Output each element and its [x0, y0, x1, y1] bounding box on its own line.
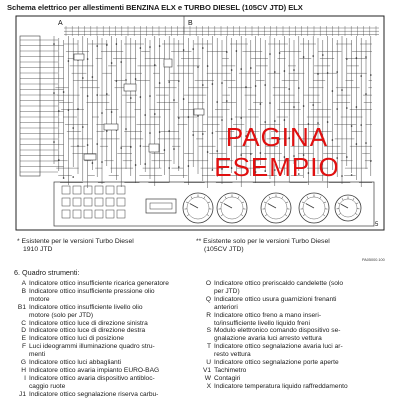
diagram-junction	[231, 69, 233, 71]
legend-text	[29, 359, 197, 367]
legend-text-line: Luci ideogrammi illuminazione quadro stru-	[29, 343, 155, 351]
diagram-junction	[106, 130, 108, 132]
diagram-junction	[140, 96, 142, 98]
diagram-junction	[221, 119, 223, 121]
diagram-junction	[240, 117, 242, 119]
warning-light	[84, 210, 92, 218]
legend-text-line: gnalazione avaria luci arresto vettura	[214, 335, 322, 343]
diagram-junction	[68, 60, 70, 62]
legend-text	[29, 343, 197, 359]
legend-item-q	[203, 296, 391, 312]
legend-text-line: Indicatore ottico luce di direzione sinistra	[29, 319, 148, 327]
diagram-junction	[202, 47, 204, 49]
legend-item-j1	[14, 391, 197, 399]
page-title: Schema elettrico per allestimenti BENZINA ELX e TURBO DIESEL (105CV JTD) ELX	[7, 3, 303, 12]
legend-code: Q	[205, 295, 211, 303]
diagram-junction	[178, 117, 180, 119]
diagram-junction	[269, 53, 271, 55]
footnote-105cv	[196, 238, 386, 255]
legend-left-column	[14, 280, 197, 399]
diagram-junction	[87, 58, 89, 60]
diagram-junction	[72, 176, 74, 178]
diagram-junction	[120, 147, 122, 149]
legend-text-line: motore (solo per JTD)	[29, 311, 94, 319]
diagram-junction	[154, 64, 156, 66]
legend-text	[214, 312, 391, 328]
warning-light	[117, 198, 125, 206]
diagram-junction	[279, 52, 281, 54]
diagram-junction	[216, 101, 218, 103]
diagram-junction	[159, 82, 161, 84]
legend-code: W	[204, 374, 211, 382]
diagram-junction	[58, 110, 60, 112]
diagram-junction	[298, 87, 300, 89]
legend-text-line: caggio ruote	[29, 382, 66, 390]
legend-text	[29, 304, 197, 320]
legend-text	[29, 367, 197, 375]
diagram-junction	[365, 93, 367, 95]
diagram-junction	[226, 100, 228, 102]
legend-item-s	[203, 327, 391, 343]
legend-text-line: menti	[29, 351, 46, 359]
legend-text	[29, 320, 197, 328]
footnote-2-line-2: (105CV JTD)	[204, 246, 244, 254]
legend-code: S	[206, 327, 211, 335]
warning-light	[106, 186, 114, 194]
legend-item-g	[14, 359, 197, 367]
warning-light	[62, 198, 70, 206]
diagram-junction	[312, 104, 314, 106]
legend-text-line: Indicatore ottico preriscaldo candelette (solo	[214, 280, 344, 287]
diagram-junction	[125, 128, 127, 130]
diagram-junction	[68, 109, 70, 111]
diagram-junction	[140, 145, 142, 147]
watermark	[192, 122, 362, 182]
diagram-junction	[346, 107, 348, 109]
frame-label-a: A	[58, 20, 63, 27]
legend-text-line: Indicatore ottico segnalazione porte aperte	[214, 359, 339, 367]
diagram-junction	[159, 131, 161, 133]
diagram-junction	[317, 73, 319, 75]
legend-text	[29, 288, 197, 304]
legend-code: V1	[203, 366, 212, 374]
diagram-junction	[111, 111, 113, 113]
diagram-junction	[226, 51, 228, 53]
reference-code: PA05000.100	[362, 258, 385, 262]
legend-item-b1	[14, 304, 197, 320]
diagram-junction	[77, 145, 79, 147]
diagram-junction	[284, 70, 286, 72]
diagram-junction	[120, 61, 122, 63]
legend-text-line: Indicatore ottico usura guarnizioni frenanti	[214, 295, 337, 303]
legend-text-line: Indicatore ottico avaria dispositivo antibloc-	[29, 374, 155, 382]
legend-text-line: Indicatore ottico luci di posizione	[29, 335, 124, 343]
diagram-junction	[274, 71, 276, 73]
legend-text	[29, 375, 197, 391]
legend-text-line: Indicatore ottico insufficiente ricarica generatore	[29, 280, 169, 287]
diagram-junction	[144, 163, 146, 165]
legend-text-line: Indicatore ottico luci abbaglianti	[29, 359, 122, 367]
diagram-junction	[111, 62, 113, 64]
diagram-junction	[159, 45, 161, 47]
legend-text-line: anteriori	[214, 303, 238, 311]
diagram-junction	[178, 80, 180, 82]
diagram-junction	[164, 149, 166, 151]
diagram-component	[104, 124, 118, 130]
diagram-junction	[183, 98, 185, 100]
legend-text-line: Indicatore ottico segnalazione riserva carbu-	[29, 390, 159, 398]
frame-label-b: B	[188, 20, 193, 27]
diagram-junction	[346, 58, 348, 60]
diagram-junction	[168, 130, 170, 132]
legend-code: O	[205, 280, 211, 287]
legend-item-c	[14, 320, 197, 328]
legend-code: B1	[17, 303, 26, 311]
warning-light	[106, 210, 114, 218]
diagram-component	[149, 144, 159, 152]
legend-text	[214, 327, 391, 343]
diagram-corner-number: 5	[375, 222, 379, 228]
legend-code: I	[24, 374, 26, 382]
legend-item-o	[203, 280, 391, 296]
diagram-component	[164, 59, 172, 67]
warning-light	[117, 210, 125, 218]
diagram-junction	[135, 78, 137, 80]
diagram-junction	[130, 146, 132, 148]
diagram-junction	[82, 77, 84, 79]
diagram-junction	[149, 95, 151, 97]
legend-code: H	[21, 366, 26, 374]
diagram-component	[84, 154, 96, 160]
legend-text	[214, 383, 391, 391]
footnote-1-line-2: 1910 JTD	[23, 246, 53, 254]
diagram-junction	[168, 167, 170, 169]
footnote-2-line-1: ** Esistente solo per le versioni Turbo Diesel	[196, 238, 330, 245]
diagram-junction	[365, 142, 367, 144]
legend-text	[29, 280, 197, 288]
diagram-junction	[130, 97, 132, 99]
diagram-junction	[53, 92, 55, 94]
diagram-junction	[92, 76, 94, 78]
diagram-junction	[207, 65, 209, 67]
diagram-junction	[101, 112, 103, 114]
diagram-junction	[236, 50, 238, 52]
diagram-junction	[87, 95, 89, 97]
diagram-junction	[106, 44, 108, 46]
warning-light	[62, 186, 70, 194]
diagram-junction	[168, 81, 170, 83]
legend-text	[214, 280, 391, 296]
warning-light	[73, 186, 81, 194]
legend-text-line: Tachimetro	[214, 366, 247, 374]
legend-code: J1	[19, 390, 26, 398]
diagram-junction	[53, 141, 55, 143]
legend-code: F	[21, 343, 26, 351]
legend-item-f	[14, 343, 197, 359]
diagram-junction	[87, 144, 89, 146]
legend-item-v1	[203, 367, 391, 375]
legend-text-line: Indicatore ottico freno a mano inseri-	[214, 311, 322, 319]
legend-text-line: Indicatore ottico segnalazione avaria luci ar-	[214, 343, 343, 351]
section-title: 6. Quadro strumenti:	[14, 268, 80, 277]
diagram-junction	[341, 89, 343, 91]
diagram-junction	[173, 148, 175, 150]
diagram-junction	[212, 83, 214, 85]
legend-text-line: to/insufficiente livello liquido freni	[214, 319, 310, 327]
legend-code: X	[206, 382, 211, 390]
diagram-junction	[288, 88, 290, 90]
diagram-junction	[144, 114, 146, 116]
diagram-junction	[260, 103, 262, 105]
display-module	[146, 199, 176, 213]
diagram-junction	[135, 164, 137, 166]
legend-text-line: Indicatore ottico insufficiente livello olio	[29, 303, 143, 311]
diagram-junction	[101, 161, 103, 163]
legend-text	[214, 367, 391, 375]
diagram-junction	[202, 84, 204, 86]
legend-item-u	[203, 359, 391, 367]
diagram-junction	[173, 99, 175, 101]
legend-text	[214, 375, 391, 383]
diagram-junction	[154, 113, 156, 115]
legend-code: C	[21, 319, 26, 327]
diagram-junction	[183, 49, 185, 51]
diagram-junction	[188, 116, 190, 118]
warning-light	[95, 210, 103, 218]
diagram-junction	[356, 106, 358, 108]
diagram-junction	[53, 43, 55, 45]
diagram-junction	[197, 66, 199, 68]
diagram-junction	[284, 119, 286, 121]
diagram-junction	[82, 126, 84, 128]
legend-code: E	[21, 335, 26, 343]
diagram-junction	[92, 162, 94, 164]
warning-light	[84, 198, 92, 206]
warning-light	[106, 198, 114, 206]
diagram-junction	[116, 43, 118, 45]
legend-item-i	[14, 375, 197, 391]
legend-code: R	[206, 311, 211, 319]
watermark-line-1: PAGINA	[225, 122, 329, 152]
warning-light	[73, 198, 81, 206]
diagram-junction	[360, 75, 362, 77]
legend-text-line: Contagiri	[214, 374, 241, 382]
footnote-turbo-diesel	[17, 238, 182, 255]
warning-light	[117, 186, 125, 194]
footnote-1-line-1: * Esistente per le versioni Turbo Diesel	[17, 238, 134, 245]
legend-text-line: resto vettura	[214, 351, 251, 359]
warning-light	[95, 186, 103, 194]
diagram-junction	[255, 85, 257, 87]
legend-text-line: Modulo elettronico comando dispositivo se-	[214, 327, 341, 335]
legend-text	[29, 335, 197, 343]
diagram-junction	[149, 132, 151, 134]
legend-text	[29, 391, 197, 399]
watermark-line-2: ESEMPIO	[214, 152, 340, 182]
legend-code: T	[206, 343, 211, 351]
diagram-junction	[178, 166, 180, 168]
diagram-junction	[96, 45, 98, 47]
legend-code: A	[21, 280, 26, 287]
diagram-junction	[140, 47, 142, 49]
diagram-junction	[96, 94, 98, 96]
diagram-junction	[77, 108, 79, 110]
diagram-junction	[293, 106, 295, 108]
diagram-junction	[250, 67, 252, 69]
diagram-junction	[231, 118, 233, 120]
legend-item-t	[203, 343, 391, 359]
legend-text	[214, 296, 391, 312]
warning-light	[84, 186, 92, 194]
diagram-junction	[356, 57, 358, 59]
legend-text-line: Indicatore ottico insufficiente pressione olio	[29, 287, 155, 295]
legend-code: D	[21, 327, 26, 335]
legend-item-a	[14, 280, 197, 288]
diagram-junction	[125, 79, 127, 81]
diagram-junction	[63, 177, 65, 179]
legend-text-line: per JTD)	[214, 287, 240, 295]
warning-light	[73, 210, 81, 218]
legend-item-e	[14, 335, 197, 343]
legend-text-line: motore	[29, 295, 50, 303]
warning-light	[95, 198, 103, 206]
diagram-junction	[264, 84, 266, 86]
legend-text	[214, 343, 391, 359]
legend-item-w	[203, 375, 391, 383]
legend-text-line: Indicatore ottico avaria impianto EURO-BAG	[29, 366, 160, 374]
diagram-junction	[188, 165, 190, 167]
diagram-junction	[58, 159, 60, 161]
diagram-junction	[336, 108, 338, 110]
diagram-junction	[327, 72, 329, 74]
legend-code: G	[20, 359, 26, 367]
diagram-junction	[96, 143, 98, 145]
diagram-junction	[106, 93, 108, 95]
diagram-junction	[149, 46, 151, 48]
diagram-junction	[197, 115, 199, 117]
diagram-junction	[336, 71, 338, 73]
diagram-junction	[322, 54, 324, 56]
diagram-junction	[240, 68, 242, 70]
legend-item-h	[14, 367, 197, 375]
legend-text	[214, 359, 391, 367]
legend-item-x	[203, 383, 391, 391]
warning-light	[62, 210, 70, 218]
diagram-junction	[269, 102, 271, 104]
diagram-component	[194, 109, 204, 115]
legend-text-line: Indicatore temperatura liquido raffreddamento	[214, 382, 348, 390]
diagram-component	[74, 54, 84, 60]
diagram-junction	[303, 105, 305, 107]
display-window	[150, 203, 172, 209]
diagram-junction	[72, 127, 74, 129]
legend-text	[29, 327, 197, 335]
diagram-component	[124, 84, 136, 91]
diagram-junction	[221, 82, 223, 84]
diagram-junction	[332, 90, 334, 92]
legend-code: B	[21, 287, 26, 295]
diagram-junction	[192, 48, 194, 50]
legend-right-column	[203, 280, 391, 391]
diagram-junction	[370, 74, 372, 76]
legend-item-r	[203, 312, 391, 328]
legend-code: U	[206, 359, 211, 367]
diagram-junction	[303, 56, 305, 58]
legend-text-line: Indicatore ottico luce di direzione destra	[29, 327, 146, 335]
diagram-junction	[293, 69, 295, 71]
diagram-junction	[370, 160, 372, 162]
legend-item-d	[14, 327, 197, 335]
diagram-junction	[63, 91, 65, 93]
legend-item-b	[14, 288, 197, 304]
diagram-junction	[116, 80, 118, 82]
diagram-junction	[365, 56, 367, 58]
diagram-junction	[312, 55, 314, 57]
diagram-junction	[245, 86, 247, 88]
